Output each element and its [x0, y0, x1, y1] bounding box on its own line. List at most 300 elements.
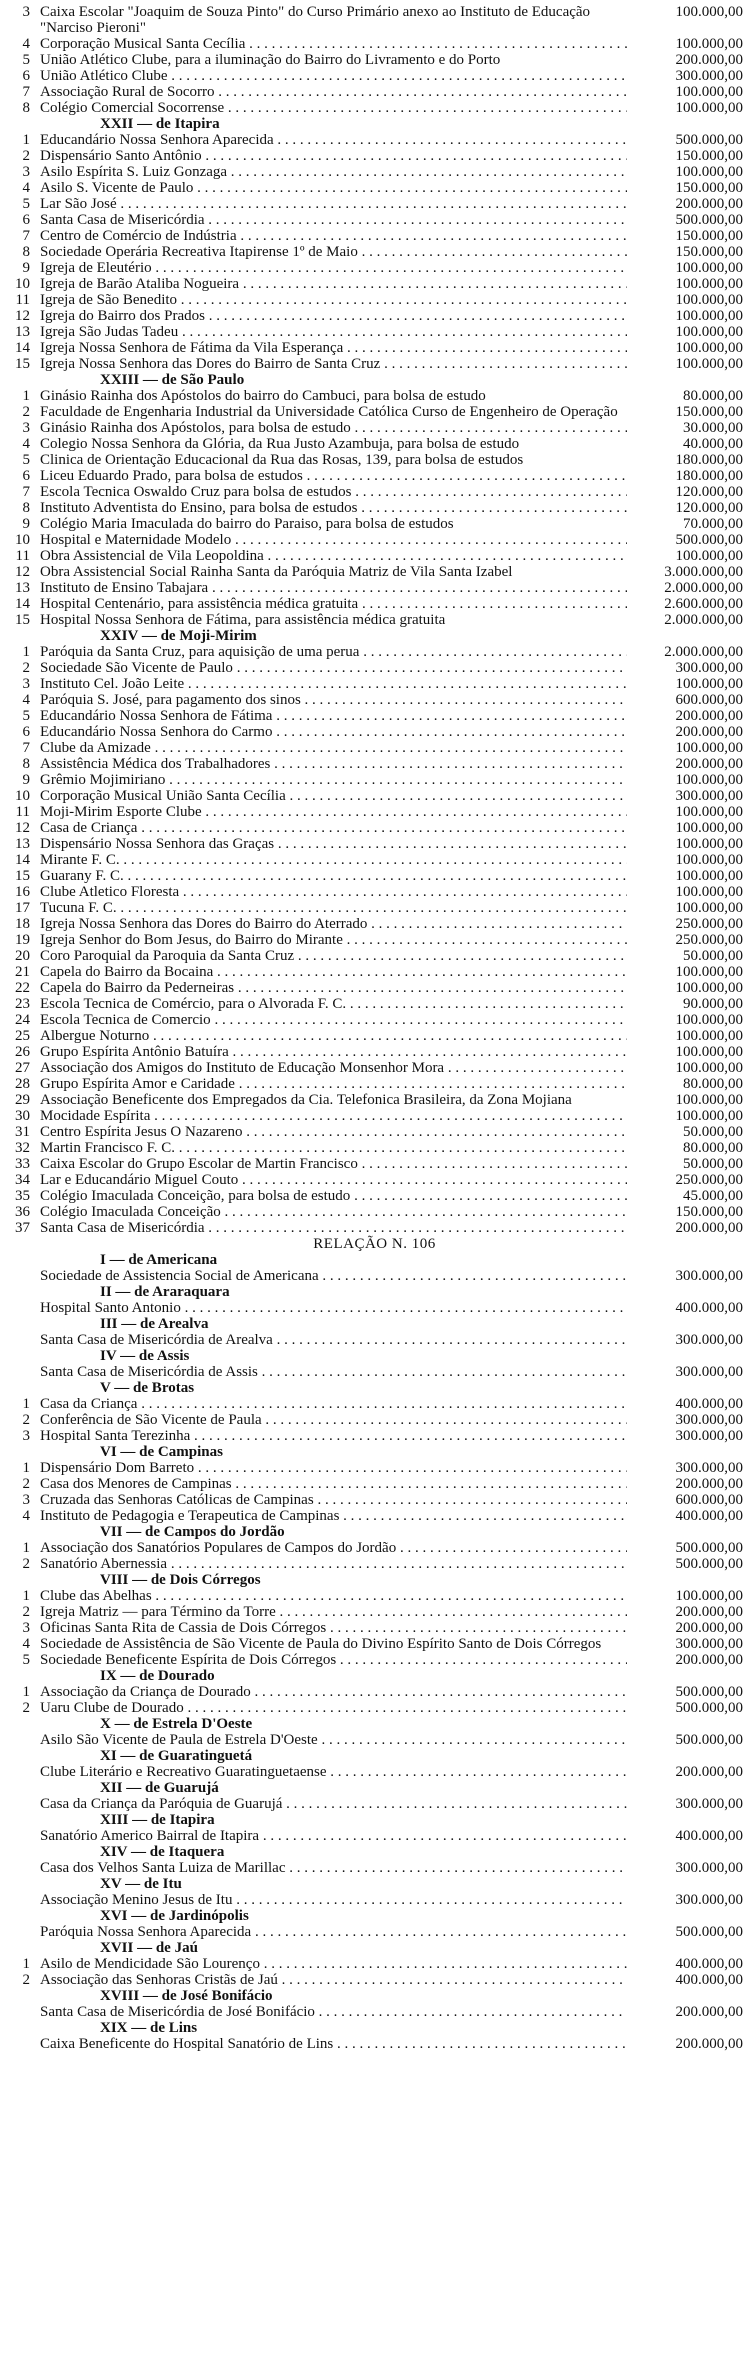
item-description: Uaru Clube de Dourado . . . — [40, 1700, 627, 1716]
item-description: Colégio Maria Imaculada do bairro do Paraiso, para bolsa de estudos — [40, 516, 454, 532]
item-amount: 2.000.000,00 — [664, 644, 743, 660]
list-item — [6, 1492, 743, 1508]
section-heading: XVII — de Jaú — [100, 1940, 198, 1956]
list-item — [6, 564, 743, 580]
item-number: 3 — [22, 4, 30, 20]
list-item — [6, 868, 743, 884]
item-amount: 100.000,00 — [675, 324, 743, 340]
item-number: 13 — [15, 836, 30, 852]
item-description: Asilo Espírita S. Luiz Gonzaga . . . — [40, 164, 627, 180]
list-item — [6, 1972, 743, 1988]
item-amount: 150.000,00 — [675, 1204, 743, 1220]
item-number: 26 — [15, 1044, 30, 1060]
item-description: Assistência Médica dos Trabalhadores . . . — [40, 756, 627, 772]
item-amount: 100.000,00 — [675, 900, 743, 916]
item-description: Igreja Nossa Senhora das Dores do Bairro de Santa Cruz . . . — [40, 356, 627, 372]
item-description: Capela do Bairro da Pederneiras . . . — [40, 980, 627, 996]
item-number: 14 — [15, 596, 30, 612]
item-amount: 200.000,00 — [675, 1764, 743, 1780]
item-description: Clube da Amizade . . . — [40, 740, 627, 756]
item-amount: 80.000,00 — [683, 1140, 743, 1156]
item-number: 8 — [22, 244, 30, 260]
item-amount: 200.000,00 — [675, 2036, 743, 2052]
list-item — [6, 948, 743, 964]
item-amount: 80.000,00 — [683, 1076, 743, 1092]
item-amount: 500.000,00 — [675, 1700, 743, 1716]
item-amount: 100.000,00 — [675, 676, 743, 692]
item-number: 1 — [22, 1684, 30, 1700]
item-description: Ginásio Rainha dos Apóstolos, para bolsa de estudo . . . — [40, 420, 627, 436]
item-number: 12 — [15, 308, 30, 324]
section-heading: VII — de Campos do Jordão — [100, 1524, 285, 1540]
item-description: Instituto de Ensino Tabajara . . . — [40, 580, 627, 596]
item-number: 3 — [22, 420, 30, 436]
list-item — [6, 836, 743, 852]
list-item — [6, 1268, 743, 1284]
list-item — [6, 180, 743, 196]
list-item — [6, 276, 743, 292]
item-amount: 80.000,00 — [683, 388, 743, 404]
item-description: Instituto Cel. João Leite . . . — [40, 676, 627, 692]
item-number: 8 — [22, 500, 30, 516]
item-amount: 50.000,00 — [683, 1156, 743, 1172]
item-amount: 180.000,00 — [675, 468, 743, 484]
item-amount: 250.000,00 — [675, 1172, 743, 1188]
item-number: 12 — [15, 820, 30, 836]
item-number: 33 — [15, 1156, 30, 1172]
item-description: Caixa Escolar "Joaquim de Souza Pinto" do Curso Primário anexo ao Instituto de Educação "Narciso Pieroni" — [40, 4, 591, 36]
item-description: Casa da Criança da Paróquia de Guarujá . . . — [40, 1796, 627, 1812]
item-amount: 40.000,00 — [683, 436, 743, 452]
item-number: 5 — [22, 196, 30, 212]
item-number: 2 — [22, 1476, 30, 1492]
item-amount: 300.000,00 — [675, 1892, 743, 1908]
item-number: 8 — [22, 756, 30, 772]
item-description: Corporação Musical Santa Cecília . . . — [40, 36, 627, 52]
list-item — [6, 692, 743, 708]
section-heading: XV — de Itu — [100, 1876, 182, 1892]
list-item — [6, 1652, 743, 1668]
item-description: Cruzada das Senhoras Católicas de Campinas . . . — [40, 1492, 627, 1508]
item-amount: 150.000,00 — [675, 180, 743, 196]
list-item — [6, 500, 743, 516]
item-description: Obra Assistencial de Vila Leopoldina . . . — [40, 548, 627, 564]
list-item — [6, 292, 743, 308]
item-number: 14 — [15, 340, 30, 356]
item-description: Paróquia Nossa Senhora Aparecida . . . — [40, 1924, 627, 1940]
list-item — [6, 660, 743, 676]
list-item — [6, 1700, 743, 1716]
item-number: 7 — [22, 84, 30, 100]
item-description: Lar e Educandário Miguel Couto . . . — [40, 1172, 627, 1188]
item-number: 37 — [15, 1220, 30, 1236]
item-description: Hospital Centenário, para assistência médica gratuita . . . — [40, 596, 627, 612]
item-description: Instituto Adventista do Ensino, para bolsa de estudos . . . — [40, 500, 627, 516]
item-description: Santa Casa de Misericórdia de Assis . . . — [40, 1364, 627, 1380]
list-item — [6, 36, 743, 52]
item-description: Martin Francisco F. C. . . . — [40, 1140, 627, 1156]
item-amount: 150.000,00 — [675, 244, 743, 260]
item-amount: 500.000,00 — [675, 1556, 743, 1572]
item-description: Igreja São Judas Tadeu . . . — [40, 324, 627, 340]
list-item — [6, 1300, 743, 1316]
item-amount: 100.000,00 — [675, 852, 743, 868]
item-number: 4 — [22, 36, 30, 52]
item-description: Educandário Nossa Senhora do Carmo . . . — [40, 724, 627, 740]
item-description: Escola Tecnica Oswaldo Cruz para bolsa de estudos . . . — [40, 484, 627, 500]
item-amount: 30.000,00 — [683, 420, 743, 436]
item-number: 1 — [22, 1540, 30, 1556]
item-number: 2 — [22, 1972, 30, 1988]
item-amount: 100.000,00 — [675, 820, 743, 836]
item-amount: 200.000,00 — [675, 1220, 743, 1236]
item-description: Mocidade Espírita . . . — [40, 1108, 627, 1124]
list-item — [6, 980, 743, 996]
item-number: 14 — [15, 852, 30, 868]
item-description: Hospital e Maternidade Modelo . . . — [40, 532, 627, 548]
item-amount: 400.000,00 — [675, 1508, 743, 1524]
item-amount: 45.000,00 — [683, 1188, 743, 1204]
item-number: 17 — [15, 900, 30, 916]
item-amount: 250.000,00 — [675, 916, 743, 932]
item-amount: 100.000,00 — [675, 36, 743, 52]
item-amount: 100.000,00 — [675, 836, 743, 852]
section-heading: XXII — de Itapira — [100, 116, 220, 132]
item-amount: 300.000,00 — [675, 1460, 743, 1476]
list-item — [6, 596, 743, 612]
list-item — [6, 1156, 743, 1172]
list-item — [6, 52, 743, 68]
item-description: Hospital Nossa Senhora de Fátima, para assistência médica gratuita — [40, 612, 446, 628]
item-amount: 300.000,00 — [675, 1796, 743, 1812]
list-item — [6, 1796, 743, 1812]
item-amount: 100.000,00 — [675, 100, 743, 116]
item-description: Corporação Musical União Santa Cecília . . . — [40, 788, 627, 804]
item-description: Sociedade Operária Recreativa Itapirense 1º de Maio . . . — [40, 244, 627, 260]
item-description: Sanatório Abernessia . . . — [40, 1556, 627, 1572]
item-amount: 100.000,00 — [675, 884, 743, 900]
item-description: Liceu Eduardo Prado, para bolsa de estudos . . . — [40, 468, 627, 484]
list-item — [6, 244, 743, 260]
item-description: Dispensário Nossa Senhora das Graças . . . — [40, 836, 627, 852]
list-item — [6, 772, 743, 788]
item-amount: 2.000.000,00 — [664, 612, 743, 628]
item-amount: 400.000,00 — [675, 1956, 743, 1972]
list-item — [6, 724, 743, 740]
list-item — [6, 1604, 743, 1620]
item-amount: 300.000,00 — [675, 1428, 743, 1444]
item-number: 35 — [15, 1188, 30, 1204]
item-description: Clube Literário e Recreativo Guaratinguetaense . . . — [40, 1764, 627, 1780]
list-item — [6, 68, 743, 84]
item-description: Ginásio Rainha dos Apóstolos do bairro do Cambuci, para bolsa de estudo — [40, 388, 486, 404]
item-description: União Atlético Clube . . . — [40, 68, 627, 84]
list-item — [6, 1620, 743, 1636]
list-item — [6, 468, 743, 484]
item-amount: 400.000,00 — [675, 1300, 743, 1316]
item-number: 10 — [15, 788, 30, 804]
relacao-title: RELAÇÃO N. 106 — [313, 1236, 436, 1252]
item-amount: 180.000,00 — [675, 452, 743, 468]
list-item — [6, 212, 743, 228]
item-amount: 50.000,00 — [683, 948, 743, 964]
item-description: Educandário Nossa Senhora Aparecida . . . — [40, 132, 627, 148]
section-heading: V — de Brotas — [100, 1380, 195, 1396]
list-item — [6, 1764, 743, 1780]
item-number: 10 — [15, 532, 30, 548]
item-number: 11 — [15, 292, 30, 308]
list-item — [6, 356, 743, 372]
list-item — [6, 1028, 743, 1044]
item-amount: 100.000,00 — [675, 4, 743, 20]
item-number: 31 — [15, 1124, 30, 1140]
item-description: Grêmio Mojimiriano . . . — [40, 772, 627, 788]
section-heading: XVI — de Jardinópolis — [100, 1908, 249, 1924]
list-item — [6, 228, 743, 244]
item-amount: 200.000,00 — [675, 52, 743, 68]
item-number: 11 — [15, 804, 30, 820]
item-number: 24 — [15, 1012, 30, 1028]
item-description: Associação Rural de Socorro . . . — [40, 84, 627, 100]
item-amount: 150.000,00 — [675, 228, 743, 244]
item-number: 27 — [15, 1060, 30, 1076]
list-item — [6, 1396, 743, 1412]
item-amount: 500.000,00 — [675, 532, 743, 548]
item-amount: 400.000,00 — [675, 1828, 743, 1844]
item-description: Casa da Criança . . . — [40, 1396, 627, 1412]
item-description: Centro Espírita Jesus O Nazareno . . . — [40, 1124, 627, 1140]
item-number: 15 — [15, 868, 30, 884]
item-number: 13 — [15, 324, 30, 340]
item-amount: 100.000,00 — [675, 868, 743, 884]
item-description: Asilo São Vicente de Paula de Estrela D'Oeste . . . — [40, 1732, 627, 1748]
list-item — [6, 2004, 743, 2020]
item-amount: 300.000,00 — [675, 1412, 743, 1428]
item-amount: 600.000,00 — [675, 1492, 743, 1508]
item-number: 1 — [22, 1396, 30, 1412]
list-item — [6, 644, 743, 660]
item-number: 5 — [22, 52, 30, 68]
item-description: Santa Casa de Misericórdia de Arealva . . . — [40, 1332, 627, 1348]
item-amount: 400.000,00 — [675, 1396, 743, 1412]
item-description: Grupo Espírita Antônio Batuíra . . . — [40, 1044, 627, 1060]
item-description: Centro de Comércio de Indústria . . . — [40, 228, 627, 244]
item-amount: 600.000,00 — [675, 692, 743, 708]
list-item — [6, 1188, 743, 1204]
list-item — [6, 1828, 743, 1844]
item-description: Colégio Comercial Socorrense . . . — [40, 100, 627, 116]
item-number: 32 — [15, 1140, 30, 1156]
item-number: 19 — [15, 932, 30, 948]
item-number: 9 — [22, 260, 30, 276]
section-heading: VIII — de Dois Córregos — [100, 1572, 261, 1588]
item-description: Instituto de Pedagogia e Terapeutica de Campinas . . . — [40, 1508, 627, 1524]
list-item — [6, 820, 743, 836]
item-amount: 100.000,00 — [675, 276, 743, 292]
list-item — [6, 452, 743, 468]
item-description: Clube das Abelhas . . . — [40, 1588, 627, 1604]
item-amount: 3.000.000,00 — [664, 564, 743, 580]
item-amount: 200.000,00 — [675, 1652, 743, 1668]
list-item — [6, 1172, 743, 1188]
item-number: 3 — [22, 1620, 30, 1636]
item-number: 1 — [22, 1460, 30, 1476]
item-amount: 200.000,00 — [675, 196, 743, 212]
item-description: Moji-Mirim Esporte Clube . . . — [40, 804, 627, 820]
item-amount: 2.600.000,00 — [664, 596, 743, 612]
item-amount: 100.000,00 — [675, 356, 743, 372]
item-amount: 200.000,00 — [675, 756, 743, 772]
item-number: 12 — [15, 564, 30, 580]
item-description: Sanatório Americo Bairral de Itapira . . . — [40, 1828, 627, 1844]
item-description: Paróquia S. José, para pagamento dos sinos . . . — [40, 692, 627, 708]
item-number: 11 — [15, 548, 30, 564]
item-number: 1 — [22, 1956, 30, 1972]
section-heading: XIX — de Lins — [100, 2020, 198, 2036]
item-amount: 400.000,00 — [675, 1972, 743, 1988]
list-item — [6, 132, 743, 148]
list-item — [6, 1588, 743, 1604]
item-number: 28 — [15, 1076, 30, 1092]
item-description: Sociedade Beneficente Espírita de Dois Córregos . . . — [40, 1652, 627, 1668]
item-description: Igreja de São Benedito . . . — [40, 292, 627, 308]
item-number: 2 — [22, 148, 30, 164]
list-item — [6, 900, 743, 916]
item-number: 4 — [22, 436, 30, 452]
item-number: 3 — [22, 676, 30, 692]
item-description: Asilo S. Vicente de Paulo . . . — [40, 180, 627, 196]
item-number: 3 — [22, 164, 30, 180]
item-amount: 500.000,00 — [675, 1540, 743, 1556]
item-amount: 100.000,00 — [675, 1028, 743, 1044]
item-description: Casa de Criança . . . — [40, 820, 627, 836]
list-item — [6, 1124, 743, 1140]
item-amount: 50.000,00 — [683, 1124, 743, 1140]
list-item — [6, 84, 743, 100]
item-amount: 100.000,00 — [675, 804, 743, 820]
item-description: Hospital Santo Antonio . . . — [40, 1300, 627, 1316]
item-number: 2 — [22, 1556, 30, 1572]
list-item — [6, 1636, 743, 1652]
item-description: Escola Tecnica de Comercio . . . — [40, 1012, 627, 1028]
item-description: Caixa Escolar do Grupo Escolar de Martin Francisco . . . — [40, 1156, 627, 1172]
list-item — [6, 1076, 743, 1092]
item-amount: 500.000,00 — [675, 1924, 743, 1940]
item-amount: 200.000,00 — [675, 2004, 743, 2020]
list-item — [6, 1476, 743, 1492]
list-item — [6, 964, 743, 980]
item-number: 25 — [15, 1028, 30, 1044]
item-description: Lar São José . . . — [40, 196, 627, 212]
item-amount: 300.000,00 — [675, 1364, 743, 1380]
item-number: 7 — [22, 228, 30, 244]
item-description: Tucuna F. C. . . . — [40, 900, 627, 916]
section-heading: I — de Americana — [100, 1252, 218, 1268]
item-description: Capela do Bairro da Bocaina . . . — [40, 964, 627, 980]
list-item — [6, 404, 743, 420]
item-amount: 200.000,00 — [675, 724, 743, 740]
item-number: 9 — [22, 772, 30, 788]
item-amount: 100.000,00 — [675, 772, 743, 788]
item-description: Santa Casa de Misericórdia . . . — [40, 212, 627, 228]
item-description: Hospital Santa Terezinha . . . — [40, 1428, 627, 1444]
item-number: 20 — [15, 948, 30, 964]
item-number: 3 — [22, 1428, 30, 1444]
item-description: Guarany F. C. . . . — [40, 868, 627, 884]
list-item — [6, 1364, 743, 1380]
item-amount: 100.000,00 — [675, 548, 743, 564]
list-item — [6, 788, 743, 804]
item-description: Colegio Nossa Senhora da Glória, da Rua Justo Azambuja, para bolsa de estudo — [40, 436, 520, 452]
item-description: Igreja Senhor do Bom Jesus, do Bairro do Mirante . . . — [40, 932, 627, 948]
section-heading: XXIV — de Moji-Mirim — [100, 628, 257, 644]
item-amount: 100.000,00 — [675, 1588, 743, 1604]
list-item — [6, 1044, 743, 1060]
item-amount: 150.000,00 — [675, 148, 743, 164]
list-item — [6, 1108, 743, 1124]
list-item — [6, 1204, 743, 1220]
item-description: Associação dos Amigos do Instituto de Educação Monsenhor Mora . . . — [40, 1060, 627, 1076]
item-amount: 100.000,00 — [675, 1108, 743, 1124]
item-amount: 150.000,00 — [675, 404, 743, 420]
item-amount: 300.000,00 — [675, 1860, 743, 1876]
item-number: 13 — [15, 580, 30, 596]
item-number: 4 — [22, 692, 30, 708]
list-item — [6, 420, 743, 436]
item-description: Casa dos Velhos Santa Luiza de Marillac . . . — [40, 1860, 627, 1876]
section-heading: XI — de Guaratinguetá — [100, 1748, 253, 1764]
list-item — [6, 676, 743, 692]
list-item — [6, 1220, 743, 1236]
item-number: 5 — [22, 452, 30, 468]
item-number: 7 — [22, 740, 30, 756]
list-item — [6, 1892, 743, 1908]
list-item — [6, 388, 743, 404]
list-item — [6, 1460, 743, 1476]
item-description: Obra Assistencial Social Rainha Santa da Paróquia Matriz de Vila Santa Izabel — [40, 564, 513, 580]
item-number: 4 — [22, 1636, 30, 1652]
item-amount: 500.000,00 — [675, 1732, 743, 1748]
list-item — [6, 804, 743, 820]
section-heading: XIV — de Itaquera — [100, 1844, 225, 1860]
item-number: 2 — [22, 660, 30, 676]
item-description: Mirante F. C. . . . — [40, 852, 627, 868]
item-amount: 300.000,00 — [675, 660, 743, 676]
list-item — [6, 1060, 743, 1076]
item-description: Faculdade de Engenharia Industrial da Universidade Católica Curso de Engenheiro de Operação — [40, 404, 618, 420]
item-number: 21 — [15, 964, 30, 980]
list-item — [6, 1140, 743, 1156]
item-amount: 500.000,00 — [675, 212, 743, 228]
item-amount: 100.000,00 — [675, 260, 743, 276]
item-description: União Atlético Clube, para a iluminação do Bairro do Livramento e do Porto — [40, 52, 501, 68]
list-item — [6, 1332, 743, 1348]
item-description: Igreja Nossa Senhora de Fátima da Vila Esperança . . . — [40, 340, 627, 356]
list-item — [6, 308, 743, 324]
list-item — [6, 196, 743, 212]
list-item — [6, 260, 743, 276]
item-number: 9 — [22, 516, 30, 532]
item-amount: 100.000,00 — [675, 1060, 743, 1076]
item-number: 1 — [22, 644, 30, 660]
section-heading: XXIII — de São Paulo — [100, 372, 245, 388]
item-amount: 100.000,00 — [675, 308, 743, 324]
item-description: Albergue Noturno . . . — [40, 1028, 627, 1044]
item-description: Colégio Imaculada Conceição, para bolsa de estudo . . . — [40, 1188, 627, 1204]
item-description: Sociedade de Assistencia Social de Americana . . . — [40, 1268, 627, 1284]
item-description: Escola Tecnica de Comércio, para o Alvorada F. C. . . . — [40, 996, 627, 1012]
item-amount: 100.000,00 — [675, 1012, 743, 1028]
